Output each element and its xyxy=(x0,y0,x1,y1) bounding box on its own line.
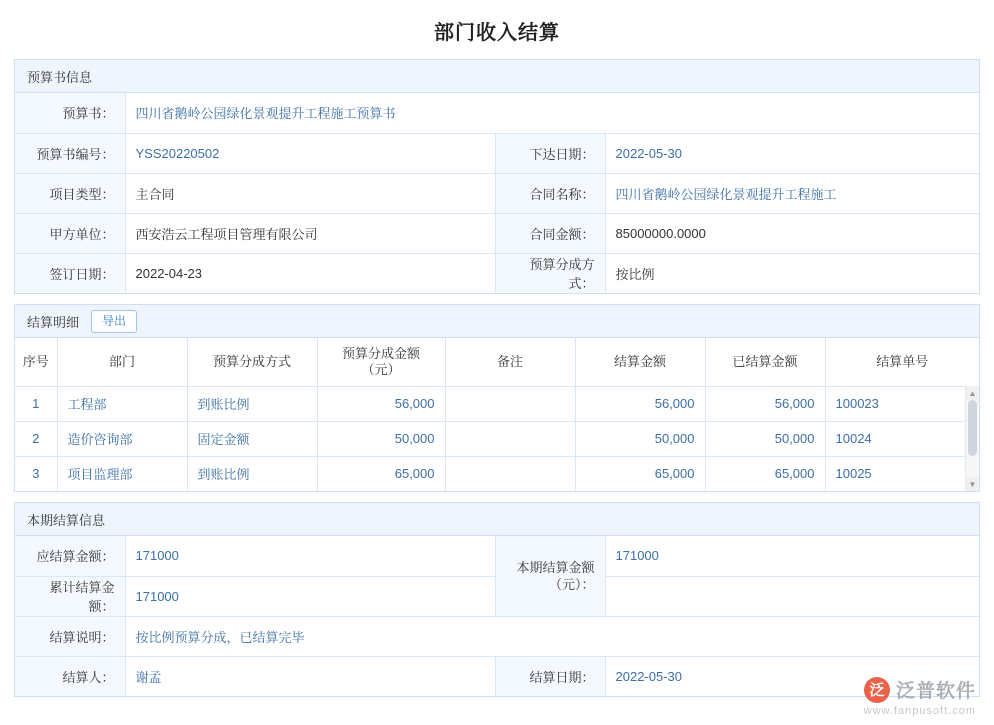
budget-doc-label: 预算书： xyxy=(15,93,125,133)
cell-dept: 造价咨询部 xyxy=(57,421,187,456)
col-split-amount-line1: 预算分成金额 xyxy=(341,345,420,361)
cell-no: 2 xyxy=(15,421,57,456)
issue-date-label: 下达日期： xyxy=(495,133,605,173)
table-row xyxy=(15,253,979,293)
current-settlement-title: 本期结算信息 xyxy=(27,512,106,528)
page-title: 部门收入结算 xyxy=(434,22,560,44)
col-settle-no: 结算单号 xyxy=(825,338,979,386)
cell-dept: 工程部 xyxy=(57,386,187,421)
cell-remark xyxy=(445,421,575,456)
current-amount-label xyxy=(495,536,605,616)
cell-split-amount: 56,000 xyxy=(317,386,445,421)
payable-amount-label: 应结算金额： xyxy=(15,536,125,576)
scroll-down-arrow-icon[interactable]: ▼ xyxy=(966,477,979,491)
budget-info-panel xyxy=(14,59,980,294)
current-settlement-panel xyxy=(14,502,980,697)
cell-no: 1 xyxy=(15,386,57,421)
cell-mode: 到账比例 xyxy=(187,386,317,421)
col-no: 序号 xyxy=(15,338,57,386)
cell-settled-amount: 56,000 xyxy=(705,386,825,421)
current-amount-label-line2: （元）： xyxy=(548,576,595,592)
table-row xyxy=(15,133,979,173)
budget-no-label: 预算书编号： xyxy=(15,133,125,173)
col-remark: 备注 xyxy=(445,338,575,386)
table-row[interactable] xyxy=(15,386,979,421)
settlement-detail-header xyxy=(15,305,979,338)
cell-mode: 到账比例 xyxy=(187,456,317,491)
table-row[interactable] xyxy=(15,421,979,456)
brand-icon: 泛 xyxy=(864,677,890,703)
col-settled-amount: 已结算金额 xyxy=(705,338,825,386)
budget-info-table xyxy=(15,93,979,293)
cell-settled-amount: 50,000 xyxy=(705,421,825,456)
cell-settle-no: 100023 xyxy=(825,386,979,421)
detail-vertical-scrollbar[interactable] xyxy=(965,386,979,491)
budget-doc-value: 四川省鹅岭公园绿化景观提升工程施工预算书 xyxy=(125,93,979,133)
cell-settled-amount: 65,000 xyxy=(705,456,825,491)
payable-amount-value: 171000 xyxy=(125,536,495,576)
cell-mode: 固定金额 xyxy=(187,421,317,456)
project-type-value: 主合同 xyxy=(125,173,495,213)
cell-remark xyxy=(445,386,575,421)
settler-value: 谢孟 xyxy=(125,656,495,696)
cell-settle-amount: 65,000 xyxy=(575,456,705,491)
table-row[interactable] xyxy=(15,456,979,491)
settlement-note-label: 结算说明： xyxy=(15,616,125,656)
empty-cell xyxy=(605,576,979,616)
split-mode-value: 按比例 xyxy=(605,253,979,293)
sign-date-value: 2022-04-23 xyxy=(125,253,495,293)
budget-info-header xyxy=(15,60,979,93)
table-row xyxy=(15,173,979,213)
col-split-amount-line2: （元） xyxy=(361,361,401,377)
settlement-detail-title: 结算明细 xyxy=(27,314,80,330)
contract-name-label: 合同名称： xyxy=(495,173,605,213)
table-row xyxy=(15,213,979,253)
cell-split-amount: 65,000 xyxy=(317,456,445,491)
table-row xyxy=(15,536,979,576)
contract-name-value: 四川省鹅岭公园绿化景观提升工程施工 xyxy=(605,173,979,213)
col-mode: 预算分成方式 xyxy=(187,338,317,386)
current-settlement-header xyxy=(15,503,979,536)
table-row xyxy=(15,656,979,696)
cell-settle-no: 10025 xyxy=(835,466,872,482)
table-row xyxy=(15,616,979,656)
col-settle-amount: 结算金额 xyxy=(575,338,705,386)
party-a-value: 西安浩云工程项目管理有限公司 xyxy=(125,213,495,253)
contract-amount-value: 85000000.0000 xyxy=(605,213,979,253)
contract-amount-label: 合同金额： xyxy=(495,213,605,253)
issue-date-value: 2022-05-30 xyxy=(605,133,979,173)
budget-no-value: YSS20220502 xyxy=(125,133,495,173)
table-header-row xyxy=(15,338,979,386)
party-a-label: 甲方单位： xyxy=(15,213,125,253)
current-amount-label-line1: 本期结算金额 xyxy=(516,559,595,575)
settler-label: 结算人： xyxy=(15,656,125,696)
settlement-detail-table xyxy=(15,338,979,491)
cell-settle-amount: 50,000 xyxy=(575,421,705,456)
cell-no: 3 xyxy=(15,456,57,491)
cell-settle-no: 10024 xyxy=(825,421,979,456)
cell-remark xyxy=(445,456,575,491)
col-dept: 部门 xyxy=(57,338,187,386)
table-row xyxy=(15,93,979,133)
cell-settle-amount: 56,000 xyxy=(575,386,705,421)
split-mode-label: 预算分成方式： xyxy=(495,253,605,293)
brand-name: 泛普软件 xyxy=(895,681,976,702)
settlement-detail-table-wrap xyxy=(15,338,979,491)
budget-info-title: 预算书信息 xyxy=(27,69,93,85)
settlement-detail-panel xyxy=(14,304,980,492)
export-button[interactable]: 导出 xyxy=(91,310,137,333)
project-type-label: 项目类型： xyxy=(15,173,125,213)
scroll-up-arrow-icon[interactable]: ▲ xyxy=(966,386,979,400)
current-amount-value: 171000 xyxy=(605,536,979,576)
settlement-note-value: 按比例预算分成，已结算完毕 xyxy=(125,616,979,656)
accumulated-amount-label: 累计结算金额： xyxy=(15,576,125,616)
sign-date-label: 签订日期： xyxy=(15,253,125,293)
settle-date-value: 2022-05-30 xyxy=(605,656,979,696)
scrollbar-thumb[interactable] xyxy=(968,400,977,456)
cell-split-amount: 50,000 xyxy=(317,421,445,456)
brand-url: www.fanpusoft.com xyxy=(863,705,976,717)
accumulated-amount-value: 171000 xyxy=(125,576,495,616)
cell-dept: 项目监理部 xyxy=(57,456,187,491)
settle-date-label: 结算日期： xyxy=(495,656,605,696)
current-settlement-table xyxy=(15,536,979,696)
col-split-amount xyxy=(317,338,445,386)
